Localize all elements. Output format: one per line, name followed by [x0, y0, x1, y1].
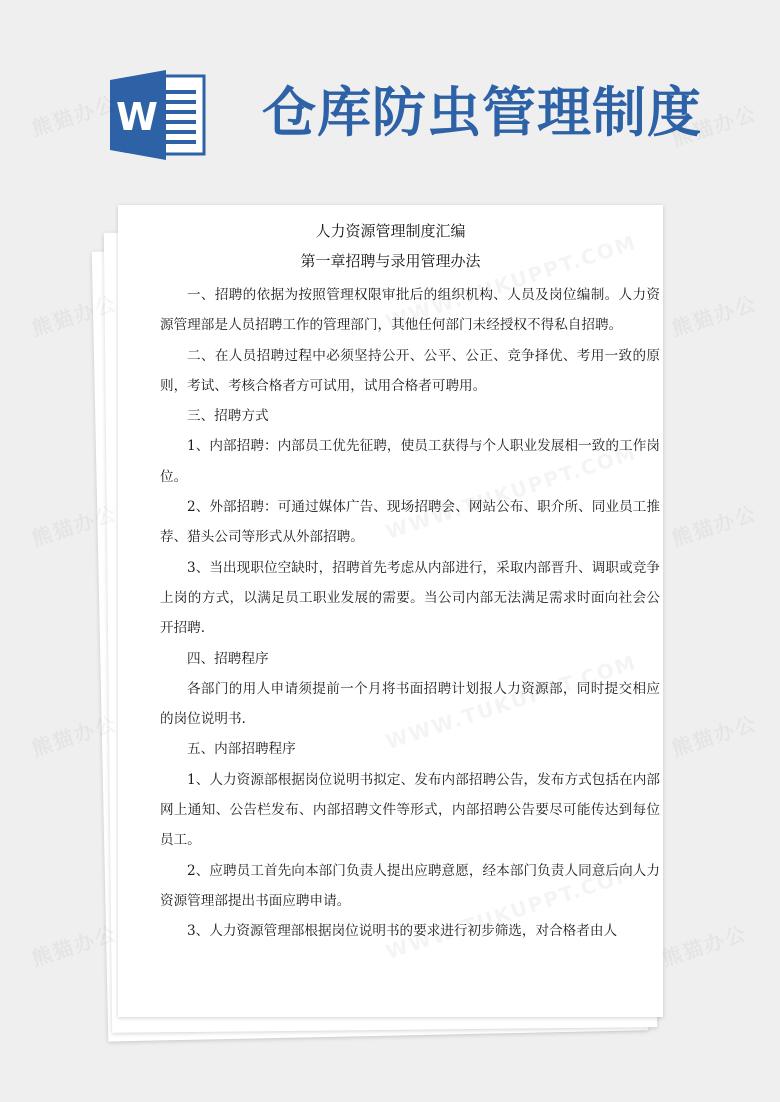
word-icon-letter: W — [116, 95, 158, 139]
document-subtitle: 第一章招聘与录用管理办法 — [300, 252, 481, 270]
paragraph: 三、招聘方式 — [187, 408, 269, 425]
banner-title: 仓库防虫管理制度 — [262, 81, 702, 144]
paragraph: 3、当出现职位空缺时，招聘首先考虑从内部进行，采取内部晋升、调职或竞争上岗的方式，以满足员工职业发展的需要。当公司内部无法满足需求时面向社会公开招聘. — [160, 559, 660, 637]
document-page — [118, 205, 663, 1017]
watermark — [658, 917, 751, 972]
word-document-icon — [108, 70, 208, 160]
watermark — [668, 287, 761, 342]
paragraph: 五、内部招聘程序 — [187, 741, 296, 758]
document-title: 人力资源管理制度汇编 — [315, 222, 466, 240]
banner — [0, 0, 780, 200]
watermark — [668, 707, 761, 762]
paragraph: 1、内部招聘：内部员工优先征聘，使员工获得与个人职业发展相一致的工作岗位。 — [160, 438, 660, 485]
paragraph: 1、人力资源部根据岗位说明书拟定、发布内部招聘公告，发布方式包括在内部网上通知、公告栏发布、内部招聘文件等形式，内部招聘公告要尽可能传达到每位员工。 — [160, 771, 660, 849]
paragraph: 3、人力资源管理部根据岗位说明书的要求进行初步筛选，对合格者由人 — [187, 923, 618, 940]
paragraph: 各部门的用人申请须提前一个月将书面招聘计划报人力资源部，同时提交相应的岗位说明书. — [160, 680, 660, 728]
paragraph: 二、在人员招聘过程中必须坚持公开、公平、公正、竞争择优、考用一致的原则，考试、考核合格者方可试用，试用合格者可聘用。 — [160, 347, 660, 394]
paragraph: 一、招聘的依据为按照管理权限审批后的组织机构、人员及岗位编制。人力资源管理部是人员招聘工作的管理部门，其他任何部门未经授权不得私自招聘。 — [160, 287, 660, 334]
watermark — [668, 497, 761, 552]
document-body — [160, 280, 660, 947]
paragraph: 2、应聘员工首先向本部门负责人提出应聘意愿，经本部门负责人同意后向人力资源管理部提出书面应聘申请。 — [160, 862, 660, 909]
paragraph: 四、招聘程序 — [187, 650, 269, 667]
paragraph: 2、外部招聘：可通过媒体广告、现场招聘会、网站公布、职介所、同业员工推荐、猎头公司等形式从外部招聘。 — [160, 499, 660, 546]
